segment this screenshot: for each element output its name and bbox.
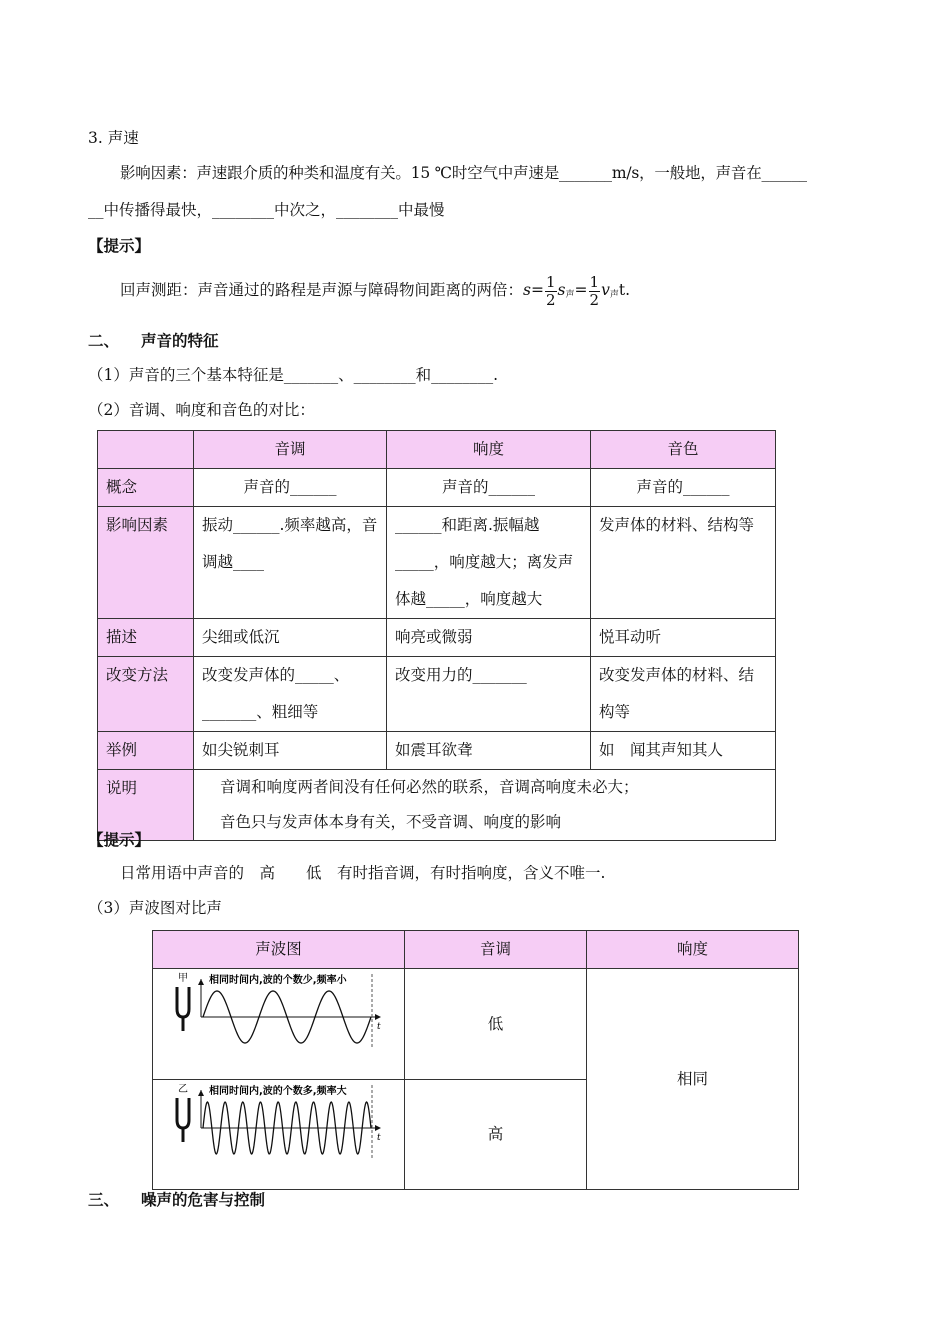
wave-comparison-table bbox=[152, 930, 799, 1190]
table-row bbox=[98, 469, 776, 507]
row-label-description: 描述 bbox=[98, 619, 194, 657]
t-axis-label-a: t bbox=[377, 1022, 381, 1032]
fraction-half-2: $\frac{1}{2}$ bbox=[589, 272, 600, 309]
formula-s2: s bbox=[557, 281, 566, 299]
x-axis-arrow-b bbox=[375, 1125, 381, 1131]
tip-text-2: 日常用语中声音的 高 低 有时指音调，有时指响度，含义不唯一. bbox=[120, 864, 606, 882]
question-3: （3）声波图对比声 bbox=[88, 899, 222, 917]
note-line-2: 音色只与发声体本身有关，不受音调、响度的影响 bbox=[220, 813, 562, 831]
formula-s: s bbox=[523, 281, 531, 299]
wave-svg-b bbox=[153, 1080, 405, 1189]
table-header-pitch: 音调 bbox=[194, 431, 387, 469]
table-cell: 声音的______ bbox=[194, 469, 387, 507]
table-cell: ______和距离.振幅越_____，响度越大；离发声体越_____，响度越大 bbox=[387, 507, 591, 619]
table-cell: 如尖锐刺耳 bbox=[194, 732, 387, 770]
table-header-empty bbox=[98, 431, 194, 469]
note-line-1: 音调和响度两者间没有任何必然的联系，音调高响度未必大； bbox=[220, 778, 639, 796]
notes-cell bbox=[194, 770, 776, 841]
x-axis-arrow-a bbox=[375, 1014, 381, 1020]
formula-sub-sound: 声 bbox=[565, 290, 575, 300]
table-cell: 发声体的材料、结构等 bbox=[591, 507, 776, 619]
tip-label-2: 【提示】 bbox=[88, 830, 151, 849]
speed-paragraph-2: __中传播得最快，________中次之，________中最慢 bbox=[88, 201, 445, 219]
table-row bbox=[98, 619, 776, 657]
table-cell: 改变发声体的_____、_______、粗细等 bbox=[194, 657, 387, 732]
table-cell: 声音的______ bbox=[387, 469, 591, 507]
wave-b-label: 乙 bbox=[178, 1084, 188, 1095]
table-row bbox=[98, 657, 776, 732]
table-cell: 如震耳欲聋 bbox=[387, 732, 591, 770]
table-cell: 悦耳动听 bbox=[591, 619, 776, 657]
t-axis-label-b: t bbox=[377, 1133, 381, 1143]
row-label-examples: 举例 bbox=[98, 732, 194, 770]
table-header-timbre: 音色 bbox=[591, 431, 776, 469]
wave-diagram-a bbox=[153, 969, 405, 1080]
table-row bbox=[98, 732, 776, 770]
tip-label-1: 【提示】 bbox=[88, 236, 151, 255]
row-label-methods: 改变方法 bbox=[98, 657, 194, 732]
y-axis-arrow-a bbox=[198, 979, 204, 985]
wave-svg-a bbox=[153, 969, 405, 1079]
speed-paragraph-1: 影响因素：声速跟介质的种类和温度有关。15 ℃时空气中声速是_______m/s，一般地，声音在______ bbox=[120, 164, 807, 182]
wave-a-label: 甲 bbox=[178, 973, 188, 984]
tuning-fork-icon bbox=[177, 1098, 189, 1128]
table-cell: 改变发声体的材料、结构等 bbox=[591, 657, 776, 732]
table-cell: 响亮或微弱 bbox=[387, 619, 591, 657]
fraction-half-1: $\frac{1}{2}$ bbox=[545, 272, 556, 309]
tuning-fork-icon bbox=[177, 987, 189, 1017]
section-title-speed: 3. 声速 bbox=[88, 129, 139, 147]
formula-v: v bbox=[601, 281, 610, 299]
section-heading-characteristics: 二、 声音的特征 bbox=[88, 331, 219, 350]
formula-eq: = bbox=[530, 281, 544, 299]
wave-header-loudness: 响度 bbox=[587, 931, 799, 969]
comparison-table bbox=[97, 430, 776, 841]
y-axis-arrow-b bbox=[198, 1090, 204, 1096]
table-cell: 声音的______ bbox=[591, 469, 776, 507]
wave-a-caption: 相同时间内,波的个数少,频率小 bbox=[209, 975, 347, 986]
pitch-low-cell: 低 bbox=[405, 969, 587, 1080]
row-label-notes: 说明 bbox=[98, 770, 194, 841]
echo-formula-line bbox=[120, 270, 630, 310]
formula-sub-sound-2: 声 bbox=[609, 290, 619, 300]
pitch-high-cell: 高 bbox=[405, 1080, 587, 1190]
wave-header-diagram: 声波图 bbox=[153, 931, 405, 969]
section-heading-noise: 三、 噪声的危害与控制 bbox=[88, 1190, 266, 1209]
wave-diagram-b bbox=[153, 1080, 405, 1190]
table-cell: 改变用力的_______ bbox=[387, 657, 591, 732]
table-cell: 尖细或低沉 bbox=[194, 619, 387, 657]
echo-text: 回声测距：声音通过的路程是声源与障碍物间距离的两倍： bbox=[120, 281, 524, 299]
question-2: （2）音调、响度和音色的对比： bbox=[88, 401, 315, 419]
table-row bbox=[98, 770, 776, 841]
row-label-factors: 影响因素 bbox=[98, 507, 194, 619]
table-header-loudness: 响度 bbox=[387, 431, 591, 469]
table-cell: 如 闻其声知其人 bbox=[591, 732, 776, 770]
wave-b-caption: 相同时间内,波的个数多,频率大 bbox=[209, 1086, 347, 1097]
question-1: （1）声音的三个基本特征是_______、________和________. bbox=[88, 366, 499, 384]
formula-eq2: = bbox=[574, 281, 588, 299]
table-row bbox=[98, 507, 776, 619]
wave-header-pitch: 音调 bbox=[405, 931, 587, 969]
loudness-same-cell: 相同 bbox=[587, 969, 799, 1190]
formula-t: t. bbox=[618, 281, 630, 299]
row-label-concept: 概念 bbox=[98, 469, 194, 507]
table-cell: 振动______.频率越高，音调越____ bbox=[194, 507, 387, 619]
